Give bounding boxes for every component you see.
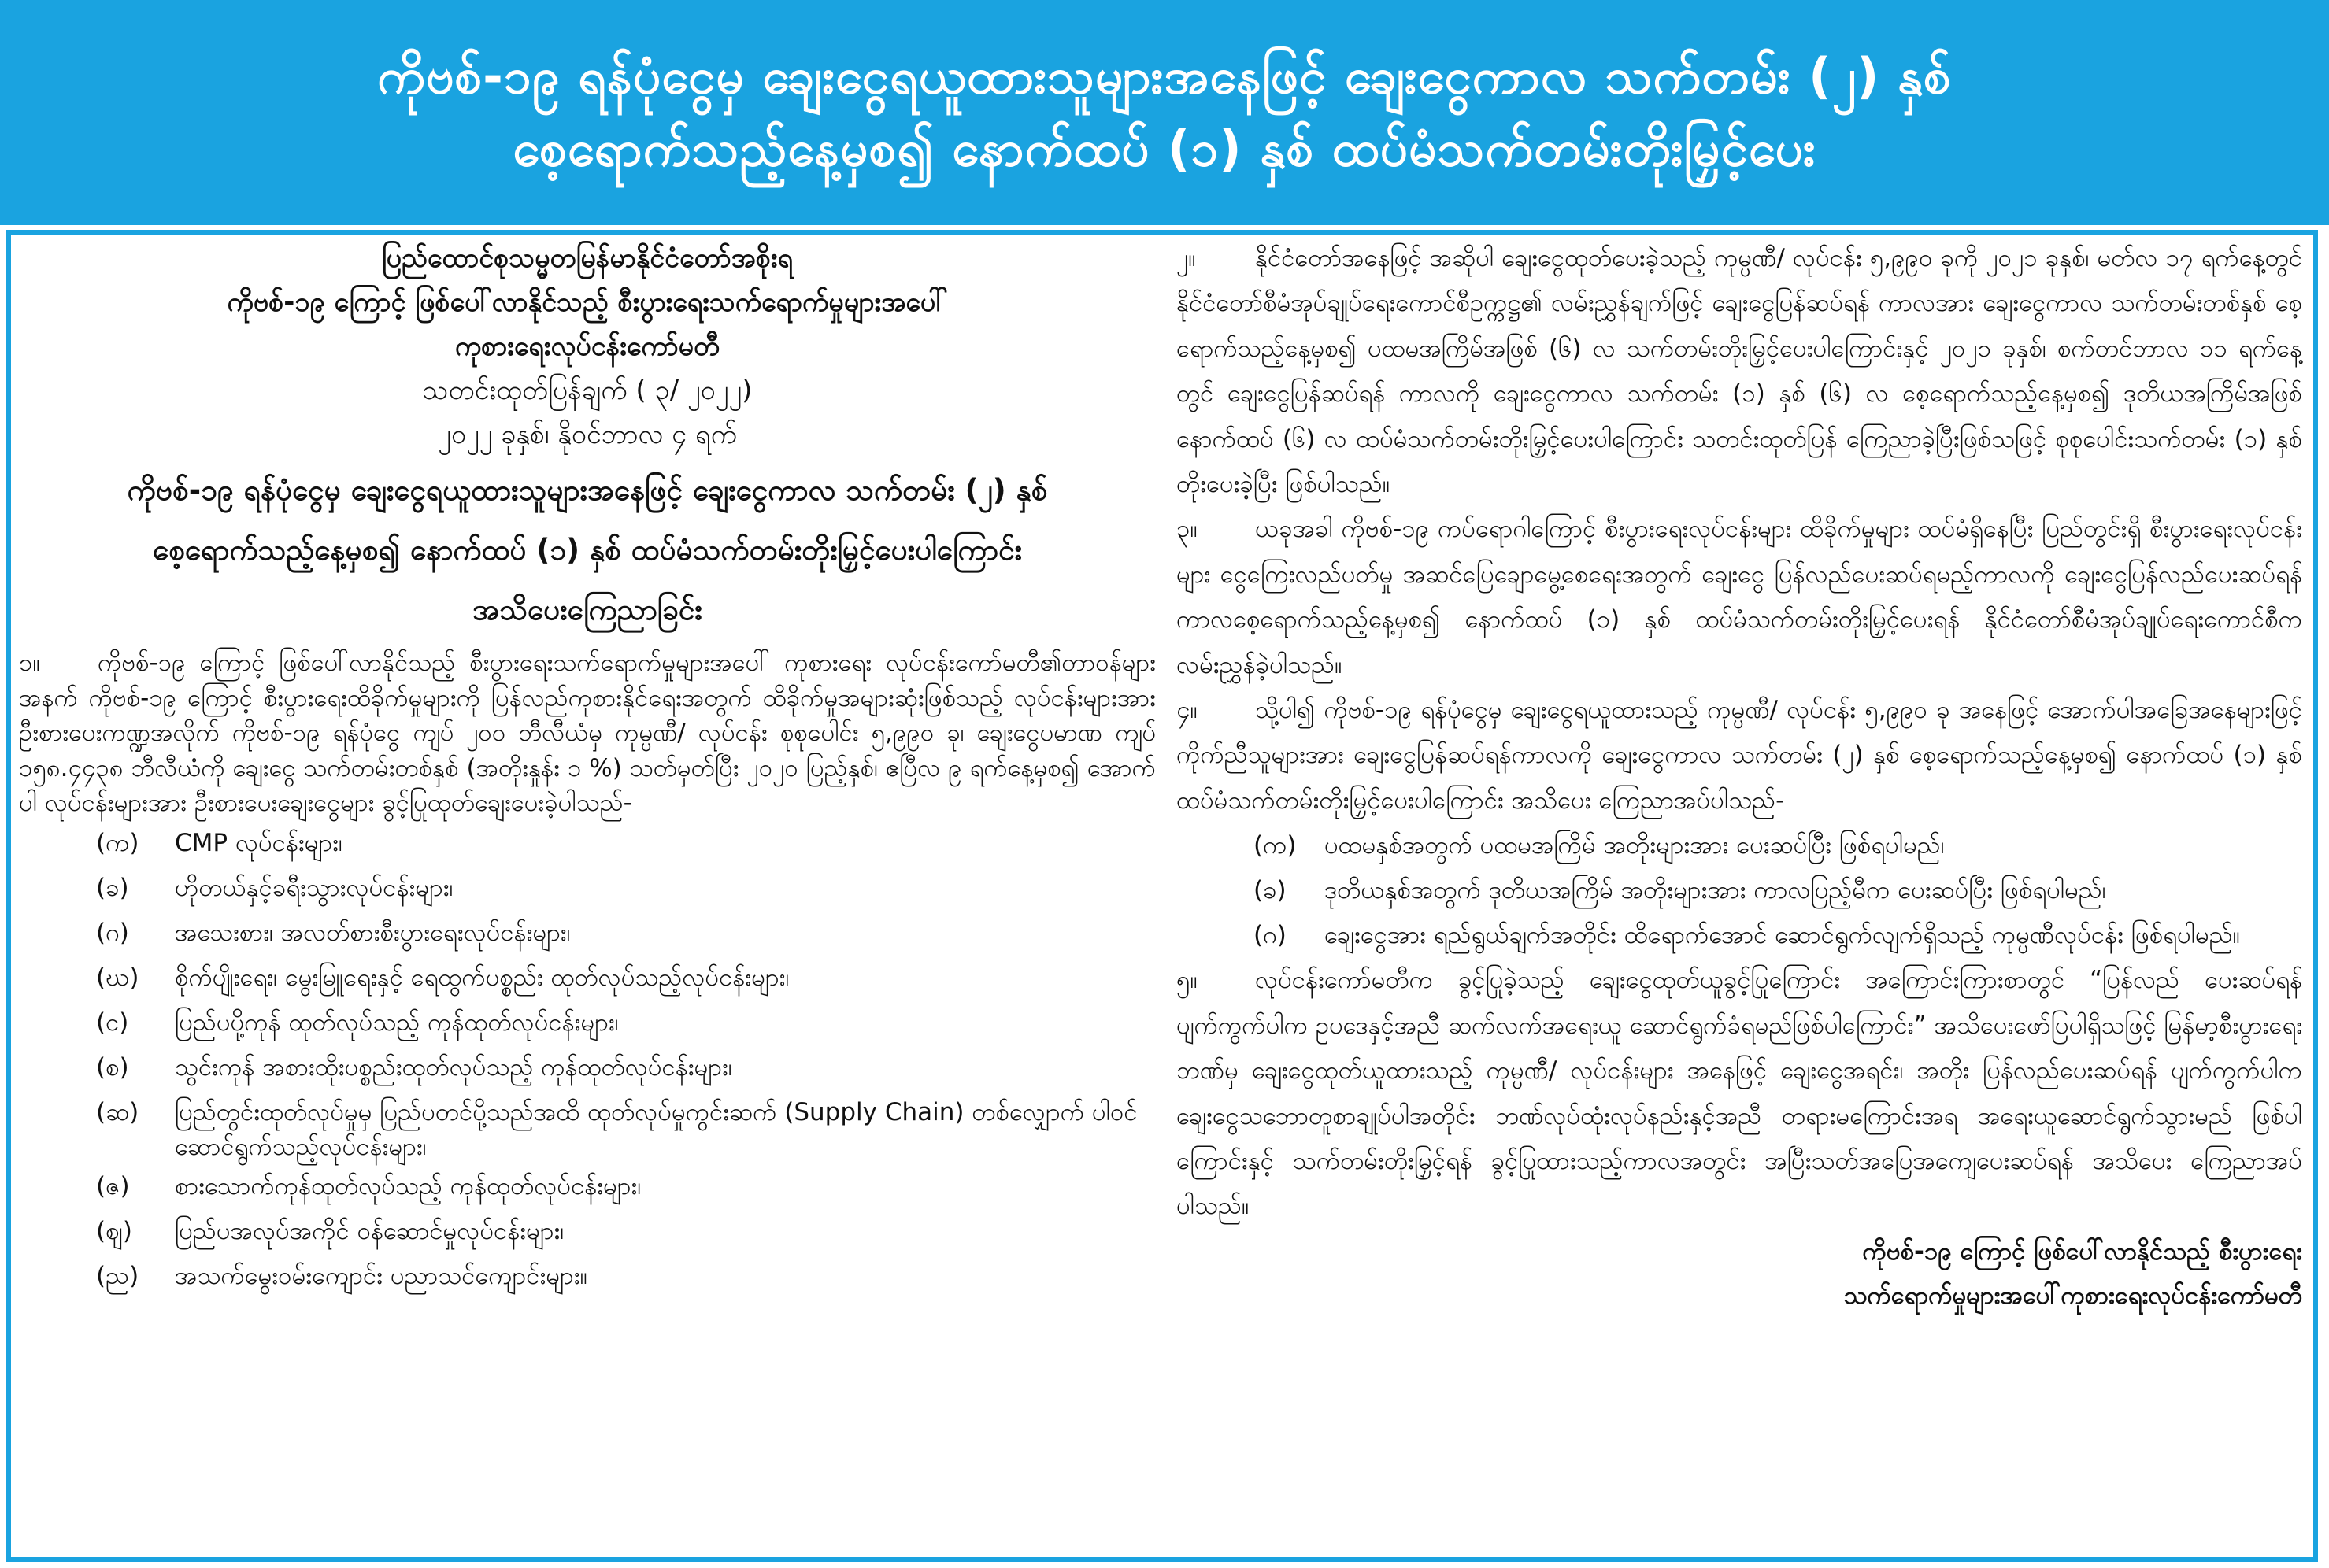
paragraph-number: ၅။: [1176, 966, 1198, 995]
committee-name-line-1: ကိုဗစ်-၁၉ ကြောင့် ဖြစ်ပေါ်လာနိုင်သည့် စီးပွားရေးသက်ရောက်မှုများအပေါ်: [227, 287, 948, 318]
list-item-text: ဒုတိယနှစ်အတွက် ဒုတိယအကြိမ် အတိုးများအား ကာလပြည့်မီက ပေးဆပ်ပြီး ဖြစ်ရပါမည်၊: [1324, 876, 2106, 905]
list-item: [19, 1090, 1156, 1164]
paragraph-text: ယခုအခါ ကိုဗစ်-၁၉ ကပ်ရောဂါကြောင့် စီးပွားရေးလုပ်ငန်းများ ထိခိုက်မှုများ ထပ်မံရှိနေပြီး ပြည်တွင်းရှိ စီးပွားရေးလုပ်ငန်းများ ငွေကြေးလည်ပတ်မှု အဆင်ပြေချောမွေ့စေရေးအတွက် ချေးငွေ ပြန်လည်ပေးဆပ်ရမည့်ကာလကို ချေးငွေပြန်လည်ပေးဆပ်ရန် ကာလစေ့ရောက်သည့်နေ့မှစ၍ နောက်ထပ် (၁) နှစ် ထပ်မံသက်တမ်းတိုးမြှင့်ပေးရန် နိုင်ငံတော်စီမံအုပ်ချုပ်ရေးကောင်စီက လမ်းညွှန်ခဲ့ပါသည်။: [1176, 515, 2302, 679]
list-item-marker: (ဆ): [96, 1097, 139, 1126]
list-item-text: ပြည်ပအလုပ်အကိုင် ဝန်ဆောင်မှုလုပ်ငန်းများ၊: [175, 1216, 565, 1245]
announcement-title-line-1: ကိုဗစ်-၁၉ ရန်ပုံငွေမှ ချေးငွေရယူထားသူများအနေဖြင့် ချေးငွေကာလ သက်တမ်း (၂) နှစ်: [127, 473, 1048, 507]
list-item: [19, 956, 1156, 1000]
right-column: [1176, 236, 2302, 1318]
list-item: [19, 821, 1156, 866]
paragraph-1: [19, 645, 1156, 821]
list-item: [1176, 868, 2302, 913]
list-item-text: စိုက်ပျိုးရေး၊ မွေးမြူရေးနှင့် ရေထွက်ပစ္စည်း ထုတ်လုပ်သည့်လုပ်ငန်းများ၊: [175, 963, 790, 992]
list-item-text: ချေးငွေအား ရည်ရွယ်ချက်အတိုင်း ထိရောက်အောင် ဆောင်ရွက်လျက်ရှိသည့် ကုမ္ပဏီလုပ်ငန်း ဖြစ်ရပါမည်။: [1324, 921, 2241, 950]
announcement-title-line-3: အသိပေးကြေညာခြင်း: [472, 593, 702, 627]
list-item-text: ပြည်တွင်းထုတ်လုပ်မှုမှ ပြည်ပတင်ပို့သည်အထိ ထုတ်လုပ်မှုကွင်းဆက် (Supply Chain) တစ်လျှောက် ပါဝင်ဆောင်ရွက်သည့်လုပ်ငန်းများ၊: [175, 1097, 1138, 1161]
paragraph-5: [1176, 958, 2302, 1229]
headline-line-2: စေ့ရောက်သည့်နေ့မှစ၍ နောက်ထပ် (၁) နှစ် ထပ်မံသက်တမ်းတိုးမြှင့်ပေး: [513, 120, 1816, 177]
paragraph-number: ၄။: [1176, 696, 1198, 725]
list-item-text: CMP လုပ်ငန်းများ၊: [175, 828, 342, 857]
list-item: [19, 1209, 1156, 1254]
list-item: [19, 866, 1156, 911]
list-item-marker: (ဂ): [1253, 921, 1287, 950]
paragraph-4: [1176, 688, 2302, 823]
list-item-marker: (ဈ): [96, 1216, 133, 1245]
list-item-marker: (င): [96, 1008, 129, 1037]
paragraph-2: [1176, 236, 2302, 507]
paragraph-number: ၃။: [1176, 515, 1198, 544]
committee-name-line-2: ကုစားရေးလုပ်ငန်းကော်မတီ: [454, 331, 720, 362]
list-item-text: အသက်မွေးဝမ်းကျောင်း ပညာသင်ကျောင်းများ။: [175, 1261, 587, 1290]
list-item-text: စားသောက်ကုန်ထုတ်လုပ်သည့် ကုန်ထုတ်လုပ်ငန်းများ၊: [175, 1171, 642, 1200]
list-item: [19, 1045, 1156, 1090]
paragraph-text: သို့ပါ၍ ကိုဗစ်-၁၉ ရန်ပုံငွေမှ ချေးငွေရယူထားသည့် ကုမ္ပဏီ/ လုပ်ငန်း ၅,၉၉၀ ခု အနေဖြင့် အောက်ပါအခြေအနေများဖြင့် ကိုက်ညီသူများအား ချေးငွေပြန်ဆပ်ရန်ကာလကို ချေးငွေကာလ သက်တမ်း (၂) နှစ် စေ့ရောက်သည့်နေ့မှစ၍ နောက်ထပ် (၁) နှစ် ထပ်မံသက်တမ်းတိုးမြှင့်ပေးပါကြောင်း အသိပေး ကြေညာအပ်ပါသည်-: [1176, 696, 2302, 815]
list-item-marker: (ဂ): [96, 918, 129, 947]
list-item: [1176, 913, 2302, 958]
left-column: [19, 236, 1156, 1299]
signature-line-2: သက်ရောက်မှုများအပေါ်ကုစားရေးလုပ်ငန်းကော်မတီ: [1843, 1281, 2302, 1310]
headline-banner: [0, 0, 2329, 225]
list-item: [19, 911, 1156, 956]
paragraph-text: နိုင်ငံတော်အနေဖြင့် အဆိုပါ ချေးငွေထုတ်ပေးခဲ့သည့် ကုမ္ပဏီ/ လုပ်ငန်း ၅,၉၉၀ ခုကို ၂၀၂၁ ခုနှစ်၊ မတ်လ ၁၇ ရက်နေ့တွင် နိုင်ငံတော်စီမံအုပ်ချုပ်ရေးကောင်စီဥက္ကဋ္ဌ၏ လမ်းညွှန်ချက်ဖြင့် ချေးငွေပြန်ဆပ်ရန် ကာလအား ချေးငွေကာလ သက်တမ်းတစ်နှစ် စေ့ရောက်သည့်နေ့မှစ၍ ပထမအကြိမ်အဖြစ် (၆) လ သက်တမ်းတိုးမြှင့်ပေးပါကြောင်းနှင့် ၂၀၂၁ ခုနှစ်၊ စက်တင်ဘာလ ၁၁ ရက်နေ့တွင် ချေးငွေပြန်ဆပ်ရန် ကာလကို ချေးငွေကာလ သက်တမ်း (၁) နှစ် (၆) လ စေ့ရောက်သည့်နေ့မှစ၍ ဒုတိယအကြိမ်အဖြစ် နောက်ထပ် (၆) လ ထပ်မံသက်တမ်းတိုးမြှင့်ပေးပါကြောင်း သတင်းထုတ်ပြန် ကြေညာခဲ့ပြီးဖြစ်သဖြင့် စုစုပေါင်းသက်တမ်း (၁) နှစ် တိုးပေးခဲ့ပြီး ဖြစ်ပါသည်။: [1176, 244, 2302, 499]
list-item-marker: (စ): [96, 1052, 129, 1082]
press-release-number: သတင်းထုတ်ပြန်ချက် ( ၃/ ၂၀၂၂): [422, 375, 753, 406]
list-item-marker: (ခ): [1253, 876, 1287, 905]
list-item: [1176, 823, 2302, 868]
release-date: ၂၀၂၂ ခုနှစ်၊ နိုဝင်ဘာလ ၄ ရက်: [438, 419, 737, 450]
paragraph-text: လုပ်ငန်းကော်မတီက ခွင့်ပြုခဲ့သည့် ချေးငွေထုတ်ယူခွင့်ပြုကြောင်း အကြောင်းကြားစာတွင် “ပြန်လည် ပေးဆပ်ရန် ပျက်ကွက်ပါက ဥပဒေနှင့်အညီ ဆက်လက်အရေးယူ ဆောင်ရွက်ခံရမည်ဖြစ်ပါကြောင်း” အသိပေးဖော်ပြပါရှိသဖြင့် မြန်မာ့စီးပွားရေးဘဏ်မှ ချေးငွေထုတ်ယူထားသည့် ကုမ္ပဏီ/ လုပ်ငန်းများ အနေဖြင့် ချေးငွေအရင်း၊ အတိုး ပြန်လည်ပေးဆပ်ရန် ပျက်ကွက်ပါက ချေးငွေသဘောတူစာချုပ်ပါအတိုင်း ဘဏ်လုပ်ထုံးလုပ်နည်းနှင့်အညီ တရားမကြောင်းအရ အရေးယူဆောင်ရွက်သွားမည် ဖြစ်ပါကြောင်းနှင့် သက်တမ်းတိုးမြှင့်ရန် ခွင့်ပြုထားသည့်ကာလအတွင်း အပြီးသတ်အပြေအကျေပေးဆပ်ရန် အသိပေး ကြေညာအပ်ပါသည်။: [1176, 966, 2302, 1221]
list-item-marker: (ည): [96, 1261, 139, 1290]
headline-line-1: ကိုဗစ်-၁၉ ရန်ပုံငွေမှ ချေးငွေရယူထားသူများအနေဖြင့် ချေးငွေကာလ သက်တမ်း (၂) နှစ်: [377, 47, 1952, 105]
government-name: ပြည်ထောင်စုသမ္မတမြန်မာနိုင်ငံတော်အစိုးရ: [381, 242, 794, 274]
paragraph-3: [1176, 507, 2302, 688]
paragraph-number: ၁။: [19, 649, 40, 677]
paragraph-number: ၂။: [1176, 244, 1196, 272]
list-item-marker: (ဃ): [96, 963, 139, 992]
list-item: [19, 1254, 1156, 1299]
announcement-title-line-2: စေ့ရောက်သည့်နေ့မှစ၍ နောက်ထပ် (၁) နှစ် ထပ်မံသက်တမ်းတိုးမြှင့်ပေးပါကြောင်း: [153, 533, 1022, 567]
list-item-marker: (က): [96, 828, 139, 857]
list-item-marker: (ဇ): [96, 1171, 130, 1200]
list-item: [19, 1000, 1156, 1045]
list-item-text: သွင်းကုန် အစားထိုးပစ္စည်းထုတ်လုပ်သည့် ကုန်ထုတ်လုပ်ငန်းများ၊: [175, 1052, 732, 1082]
list-item-marker: (ခ): [96, 873, 129, 902]
list-item-text: ပြည်ပပို့ကုန် ထုတ်လုပ်သည့် ကုန်ထုတ်လုပ်ငန်းများ၊: [175, 1008, 619, 1037]
list-item-text: အသေးစား၊ အလတ်စားစီးပွားရေးလုပ်ငန်းများ၊: [175, 918, 571, 947]
signature-line-1: ကိုဗစ်-၁၉ ကြောင့် ဖြစ်ပေါ်လာနိုင်သည့် စီးပွားရေး: [1862, 1237, 2302, 1266]
paragraph-text: ကိုဗစ်-၁၉ ကြောင့် ဖြစ်ပေါ်လာနိုင်သည့် စီးပွားရေးသက်ရောက်မှုများအပေါ် ကုစားရေး လုပ်ငန်းကော်မတီ၏တာဝန်များအနက် ကိုဗစ်-၁၉ ကြောင့် စီးပွားရေးထိခိုက်မှုများကို ပြန်လည်ကုစားနိုင်ရေးအတွက် ထိခိုက်မှုအများဆုံးဖြစ်သည့် လုပ်ငန်းများအား ဦးစားပေးကဏ္ဍအလိုက် ကိုဗစ်-၁၉ ရန်ပုံငွေ ကျပ် ၂၀၀ ဘီလီယံမှ ကုမ္ပဏီ/ လုပ်ငန်း စုစုပေါင်း ၅,၉၉၀ ခု၊ ချေးငွေပမာဏ ကျပ် ၁၅၈.၄၄၃၈ ဘီလီယံကို ချေးငွေ သက်တမ်းတစ်နှစ် (အတိုးနှုန်း ၁ %) သတ်မှတ်ပြီး ၂၀၂၀ ပြည့်နှစ်၊ ဧပြီလ ၉ ရက်နေ့မှစ၍ အောက်ပါ လုပ်ငန်းများအား ဦးစားပေးချေးငွေများ ခွင့်ပြုထုတ်ချေးပေးခဲ့ပါသည်-: [19, 649, 1156, 818]
list-item-text: ပထမနှစ်အတွက် ပထမအကြိမ် အတိုးများအား ပေးဆပ်ပြီး ဖြစ်ရပါမည်၊: [1324, 831, 1945, 860]
list-item-marker: (က): [1253, 831, 1297, 860]
list-item-text: ဟိုတယ်နှင့်ခရီးသွားလုပ်ငန်းများ၊: [175, 873, 454, 902]
list-item: [19, 1164, 1156, 1209]
sector-list: [19, 821, 1156, 1299]
condition-list: [1176, 823, 2302, 958]
